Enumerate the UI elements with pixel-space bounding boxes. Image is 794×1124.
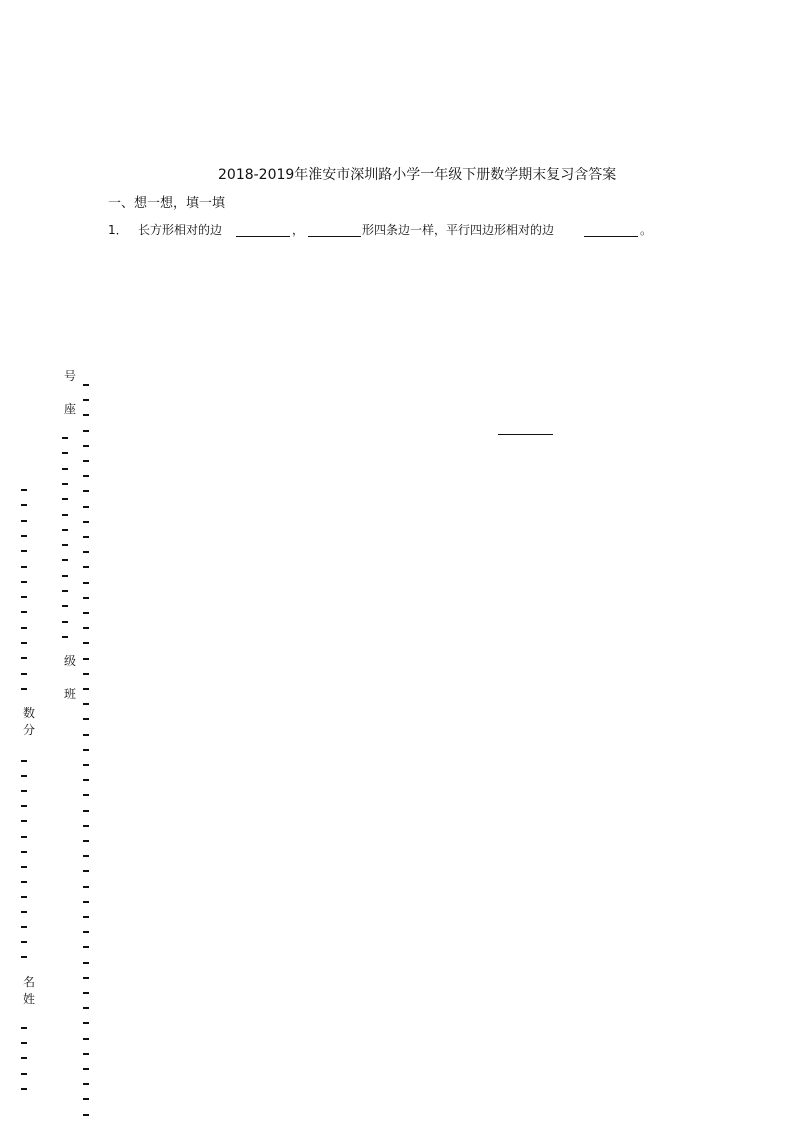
seal-dash — [83, 1022, 89, 1024]
seal-dash — [83, 1083, 89, 1085]
seal-dash — [62, 636, 68, 638]
answer-blank-3[interactable] — [584, 236, 638, 237]
seal-dash — [83, 658, 89, 660]
question-end-mark: 。 — [640, 223, 653, 237]
seal-dash — [62, 575, 68, 577]
seal-dash — [62, 498, 68, 500]
answer-blank-1[interactable] — [236, 236, 290, 237]
seal-dash — [62, 483, 68, 485]
seal-dash — [21, 1073, 27, 1075]
seal-dash — [21, 760, 27, 762]
seal-dash — [83, 384, 89, 386]
score-label-char: 分 — [23, 723, 36, 737]
page-title: 2018-2019年淮安市深圳路小学一年级下册数学期末复习含答案 — [218, 167, 617, 183]
seal-dash — [21, 805, 27, 807]
seal-dash — [21, 550, 27, 552]
seal-dash — [21, 627, 27, 629]
seal-dash — [62, 514, 68, 516]
seal-dash — [21, 504, 27, 506]
seal-dash — [83, 718, 89, 720]
seal-dash — [83, 566, 89, 568]
name-label-char: 姓 — [23, 992, 36, 1006]
question-comma: ， — [292, 223, 305, 237]
seal-dash — [21, 941, 27, 943]
section-heading: 一、想一想，填一填 — [108, 196, 226, 211]
seal-dash — [83, 916, 89, 918]
seal-dash — [83, 931, 89, 933]
seal-dash — [21, 596, 27, 598]
seal-dash — [62, 437, 68, 439]
seal-dash — [83, 825, 89, 827]
seal-dash — [83, 688, 89, 690]
answer-blank-2[interactable] — [308, 236, 361, 237]
seal-dash — [21, 896, 27, 898]
seal-dash — [83, 977, 89, 979]
seal-dash — [21, 520, 27, 522]
seal-dash — [83, 870, 89, 872]
seal-dash — [62, 452, 68, 454]
seal-dash — [21, 611, 27, 613]
seal-dash — [83, 1007, 89, 1009]
seal-dash — [83, 946, 89, 948]
seal-dash — [83, 886, 89, 888]
question-text-part-2: 形四条边一样，平行四边形相对的边 — [362, 223, 555, 237]
seal-dash — [83, 764, 89, 766]
name-label-char: 名 — [23, 975, 36, 989]
seal-dash — [83, 582, 89, 584]
seal-dash — [21, 657, 27, 659]
seat-number-label-char: 号 — [64, 369, 77, 383]
seal-dash — [21, 642, 27, 644]
seal-dash — [21, 673, 27, 675]
seal-dash — [21, 820, 27, 822]
seal-dash — [83, 627, 89, 629]
seal-dash — [83, 992, 89, 994]
seal-dash — [83, 430, 89, 432]
seal-dash — [83, 399, 89, 401]
seal-dash — [21, 775, 27, 777]
seal-dash — [21, 911, 27, 913]
seal-dash — [83, 901, 89, 903]
seal-dash — [21, 836, 27, 838]
seal-dash — [83, 734, 89, 736]
seal-dash — [21, 926, 27, 928]
seal-dash — [83, 521, 89, 523]
class-label-char: 级 — [64, 654, 77, 668]
seal-dash — [62, 621, 68, 623]
seal-dash — [83, 1114, 89, 1116]
seal-dash — [83, 612, 89, 614]
seal-dash — [83, 1038, 89, 1040]
seal-dash — [62, 590, 68, 592]
seal-dash — [62, 544, 68, 546]
stray-answer-line — [498, 434, 553, 435]
seal-dash — [83, 642, 89, 644]
seal-dash — [83, 855, 89, 857]
seal-dash — [62, 605, 68, 607]
seal-dash — [21, 881, 27, 883]
seal-dash — [83, 779, 89, 781]
seal-dash — [83, 673, 89, 675]
seal-dash — [21, 1027, 27, 1029]
seal-dash — [21, 851, 27, 853]
seal-dash — [83, 475, 89, 477]
seal-dash — [83, 445, 89, 447]
seal-dash — [21, 866, 27, 868]
seal-dash — [83, 490, 89, 492]
seal-dash — [83, 460, 89, 462]
score-label-char: 数 — [23, 706, 36, 720]
seal-dash — [83, 414, 89, 416]
seal-dash — [83, 794, 89, 796]
seal-dash — [83, 506, 89, 508]
seal-dash — [21, 1057, 27, 1059]
seal-dash — [21, 535, 27, 537]
question-number: 1． — [108, 223, 128, 237]
seal-dash — [83, 749, 89, 751]
seal-dash — [21, 688, 27, 690]
seat-number-label-char: 座 — [64, 402, 77, 416]
seal-dash — [21, 790, 27, 792]
seal-dash — [21, 489, 27, 491]
seal-dash — [83, 810, 89, 812]
seal-dash — [83, 597, 89, 599]
seal-dash — [21, 956, 27, 958]
seal-dash — [21, 1042, 27, 1044]
seal-dash — [83, 1098, 89, 1100]
seal-dash — [62, 559, 68, 561]
seal-dash — [21, 1088, 27, 1090]
seal-dash — [62, 468, 68, 470]
seal-dash — [83, 536, 89, 538]
question-text-part-1: 长方形相对的边 — [138, 223, 223, 237]
seal-dash — [83, 703, 89, 705]
seal-dash — [83, 840, 89, 842]
class-label-char: 班 — [64, 687, 77, 701]
seal-dash — [83, 551, 89, 553]
seal-dash — [83, 962, 89, 964]
seal-dash — [83, 1068, 89, 1070]
seal-dash — [83, 1053, 89, 1055]
seal-dash — [21, 581, 27, 583]
seal-dash — [21, 566, 27, 568]
seal-dash — [62, 529, 68, 531]
